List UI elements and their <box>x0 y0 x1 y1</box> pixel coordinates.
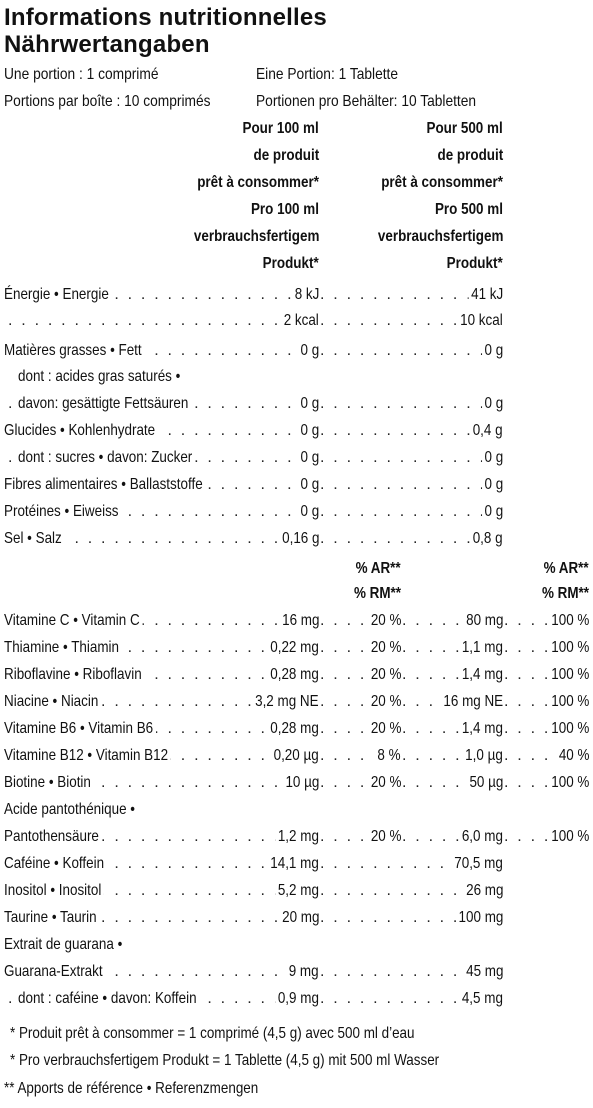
percent-per-500ml: 100 % <box>548 662 589 688</box>
percent-per-500ml: 100 % <box>548 770 589 796</box>
nutrient-label: Extrait de guarana • <box>4 932 125 958</box>
value-per-100ml: 2 kcal <box>281 308 319 334</box>
value-per-500ml: 1,0 µg <box>463 743 503 769</box>
percent-per-100ml: 20 % <box>368 689 401 715</box>
col1-header-line: Pour 100 ml <box>242 120 319 137</box>
footnote: ** Apports de référence • Referenzmengen <box>4 1080 259 1097</box>
percent-per-100ml: 20 % <box>368 662 401 688</box>
percent-per-100ml: 20 % <box>368 635 401 661</box>
leader-dots <box>320 499 503 525</box>
col1-header-line: Pro 100 ml <box>251 201 319 218</box>
value-per-100ml: 0,20 µg <box>271 743 319 769</box>
nutrient-label: dont : acides gras saturés • <box>18 364 183 390</box>
leader-dots <box>320 635 372 661</box>
percent-per-100ml: 20 % <box>368 824 401 850</box>
value-per-500ml: 1,1 mg <box>459 635 503 661</box>
leader-dots <box>8 308 319 334</box>
serving-de-portion: Eine Portion: 1 Tablette <box>256 66 399 83</box>
nutrient-label: Glucides • Kohlenhydrate <box>4 418 158 444</box>
leader-dots <box>320 716 372 742</box>
value-per-100ml: 9 mg <box>287 959 319 985</box>
value-per-500ml: 1,4 mg <box>459 716 503 742</box>
leader-dots <box>320 608 372 634</box>
pct-ar-header-col2: % AR** <box>543 560 589 577</box>
pct-rm-header-col2: % RM** <box>541 585 589 602</box>
nutrient-label: Énergie • Energie <box>4 282 111 308</box>
nutrient-label: dont : caféine • davon: Koffein <box>18 986 199 1012</box>
leader-dots <box>320 445 503 471</box>
percent-per-500ml: 100 % <box>548 824 589 850</box>
nutrient-label: dont : sucres • davon: Zucker <box>18 445 195 471</box>
value-per-100ml: 0,9 mg <box>275 986 319 1012</box>
value-per-100ml: 0 g <box>298 445 319 471</box>
value-per-100ml: 0 g <box>298 472 319 498</box>
leader-dots <box>320 472 503 498</box>
nutrient-label: Vitamine C • Vitamin C <box>4 608 142 634</box>
leader-dots <box>320 743 372 769</box>
leader-dots <box>320 391 503 417</box>
value-per-100ml: 5,2 mg <box>275 878 319 904</box>
percent-per-100ml: 20 % <box>368 608 401 634</box>
nutrient-label: Sel • Salz <box>4 526 64 552</box>
value-per-100ml: 16 mg <box>279 608 319 634</box>
value-per-100ml: 0,28 mg <box>268 716 319 742</box>
nutrient-label: Riboflavine • Riboflavin <box>4 662 144 688</box>
nutrient-label: Pantothensäure <box>4 824 101 850</box>
nutrient-label: Guarana-Extrakt <box>4 959 105 985</box>
serving-fr-count: Portions par boîte : 10 comprimés <box>4 93 211 110</box>
value-per-100ml: 0,16 g <box>279 526 319 552</box>
title-de: Nährwertangaben <box>4 31 210 58</box>
value-per-500ml: 45 mg <box>463 959 503 985</box>
value-per-500ml: 100 mg <box>456 905 503 931</box>
col1-header-line: verbrauchsfertigem <box>193 228 319 245</box>
col2-header-line: verbrauchsfertigem <box>377 228 503 245</box>
value-per-100ml: 1,2 mg <box>275 824 319 850</box>
value-per-100ml: 0 g <box>298 391 319 417</box>
col2-header-line: Pour 500 ml <box>426 120 503 137</box>
value-per-100ml: 14,1 mg <box>268 851 319 877</box>
pct-ar-header-col1: % AR** <box>355 560 401 577</box>
leader-dots <box>320 338 503 364</box>
value-per-500ml: 0 g <box>482 499 503 525</box>
footnote: * Pro verbrauchsfertigem Produkt = 1 Tablette (4,5 g) mit 500 ml Wasser <box>10 1052 440 1069</box>
percent-per-500ml: 100 % <box>548 608 589 634</box>
nutrient-label: Acide pantothénique • <box>4 797 138 823</box>
nutrient-label: Caféine • Koffein <box>4 851 107 877</box>
percent-per-100ml: 20 % <box>368 716 401 742</box>
serving-de-count: Portionen pro Behälter: 10 Tabletten <box>256 93 477 110</box>
value-per-500ml: 0 g <box>482 445 503 471</box>
pct-rm-header-col1: % RM** <box>353 585 401 602</box>
value-per-500ml: 41 kJ <box>468 282 503 308</box>
value-per-100ml: 3,2 mg NE <box>253 689 319 715</box>
nutrient-label: Niacine • Niacin <box>4 689 101 715</box>
col2-header-line: prêt à consommer* <box>381 174 503 191</box>
nutrient-label: Protéines • Eiweiss <box>4 499 121 525</box>
leader-dots <box>504 743 560 769</box>
percent-per-100ml: 8 % <box>375 743 401 769</box>
value-per-500ml: 4,5 mg <box>459 986 503 1012</box>
value-per-500ml: 70,5 mg <box>452 851 503 877</box>
nutrient-label: Matières grasses • Fett <box>4 338 144 364</box>
leader-dots <box>320 770 372 796</box>
value-per-500ml: 80 mg <box>463 608 503 634</box>
value-per-500ml: 10 kcal <box>458 308 503 334</box>
nutrient-label: Vitamine B12 • Vitamin B12 <box>4 743 171 769</box>
value-per-500ml: 0,8 g <box>471 526 503 552</box>
col2-header-line: de produit <box>437 147 503 164</box>
leader-dots <box>320 662 372 688</box>
value-per-100ml: 10 µg <box>283 770 319 796</box>
col1-header-line: de produit <box>253 147 319 164</box>
value-per-100ml: 8 kJ <box>292 282 319 308</box>
nutrient-label: Biotine • Biotin <box>4 770 93 796</box>
value-per-100ml: 0,28 mg <box>268 662 319 688</box>
nutrient-label: Inositol • Inositol <box>4 878 104 904</box>
percent-per-500ml: 40 % <box>556 743 589 769</box>
value-per-100ml: 0 g <box>298 338 319 364</box>
value-per-500ml: 0 g <box>482 338 503 364</box>
nutrient-label: Vitamine B6 • Vitamin B6 <box>4 716 156 742</box>
nutrient-label: Thiamine • Thiamin <box>4 635 122 661</box>
value-per-500ml: 26 mg <box>463 878 503 904</box>
value-per-500ml: 0,4 g <box>471 418 503 444</box>
value-per-100ml: 0 g <box>298 499 319 525</box>
value-per-500ml: 0 g <box>482 472 503 498</box>
value-per-100ml: 0,22 mg <box>268 635 319 661</box>
percent-per-500ml: 100 % <box>548 716 589 742</box>
col1-header-line: Produkt* <box>262 255 319 272</box>
nutrient-label: Taurine • Taurin <box>4 905 99 931</box>
col1-header-line: prêt à consommer* <box>197 174 319 191</box>
nutrient-label: Fibres alimentaires • Ballaststoffe <box>4 472 205 498</box>
footnote: * Produit prêt à consommer = 1 comprimé (4,5 g) avec 500 ml d’eau <box>10 1025 415 1042</box>
leader-dots <box>320 824 372 850</box>
nutrient-label: davon: gesättigte Fettsäuren <box>18 391 191 417</box>
value-per-100ml: 20 mg <box>279 905 319 931</box>
value-per-500ml: 50 µg <box>467 770 503 796</box>
serving-fr-portion: Une portion : 1 comprimé <box>4 66 159 83</box>
percent-per-500ml: 100 % <box>548 689 589 715</box>
title-fr: Informations nutritionnelles <box>4 4 327 31</box>
value-per-500ml: 16 mg NE <box>441 689 503 715</box>
value-per-500ml: 6,0 mg <box>459 824 503 850</box>
value-per-500ml: 0 g <box>482 391 503 417</box>
percent-per-100ml: 20 % <box>368 770 401 796</box>
col2-header-line: Pro 500 ml <box>435 201 503 218</box>
percent-per-500ml: 100 % <box>548 635 589 661</box>
value-per-100ml: 0 g <box>298 418 319 444</box>
col2-header-line: Produkt* <box>446 255 503 272</box>
value-per-500ml: 1,4 mg <box>459 662 503 688</box>
leader-dots <box>320 689 372 715</box>
